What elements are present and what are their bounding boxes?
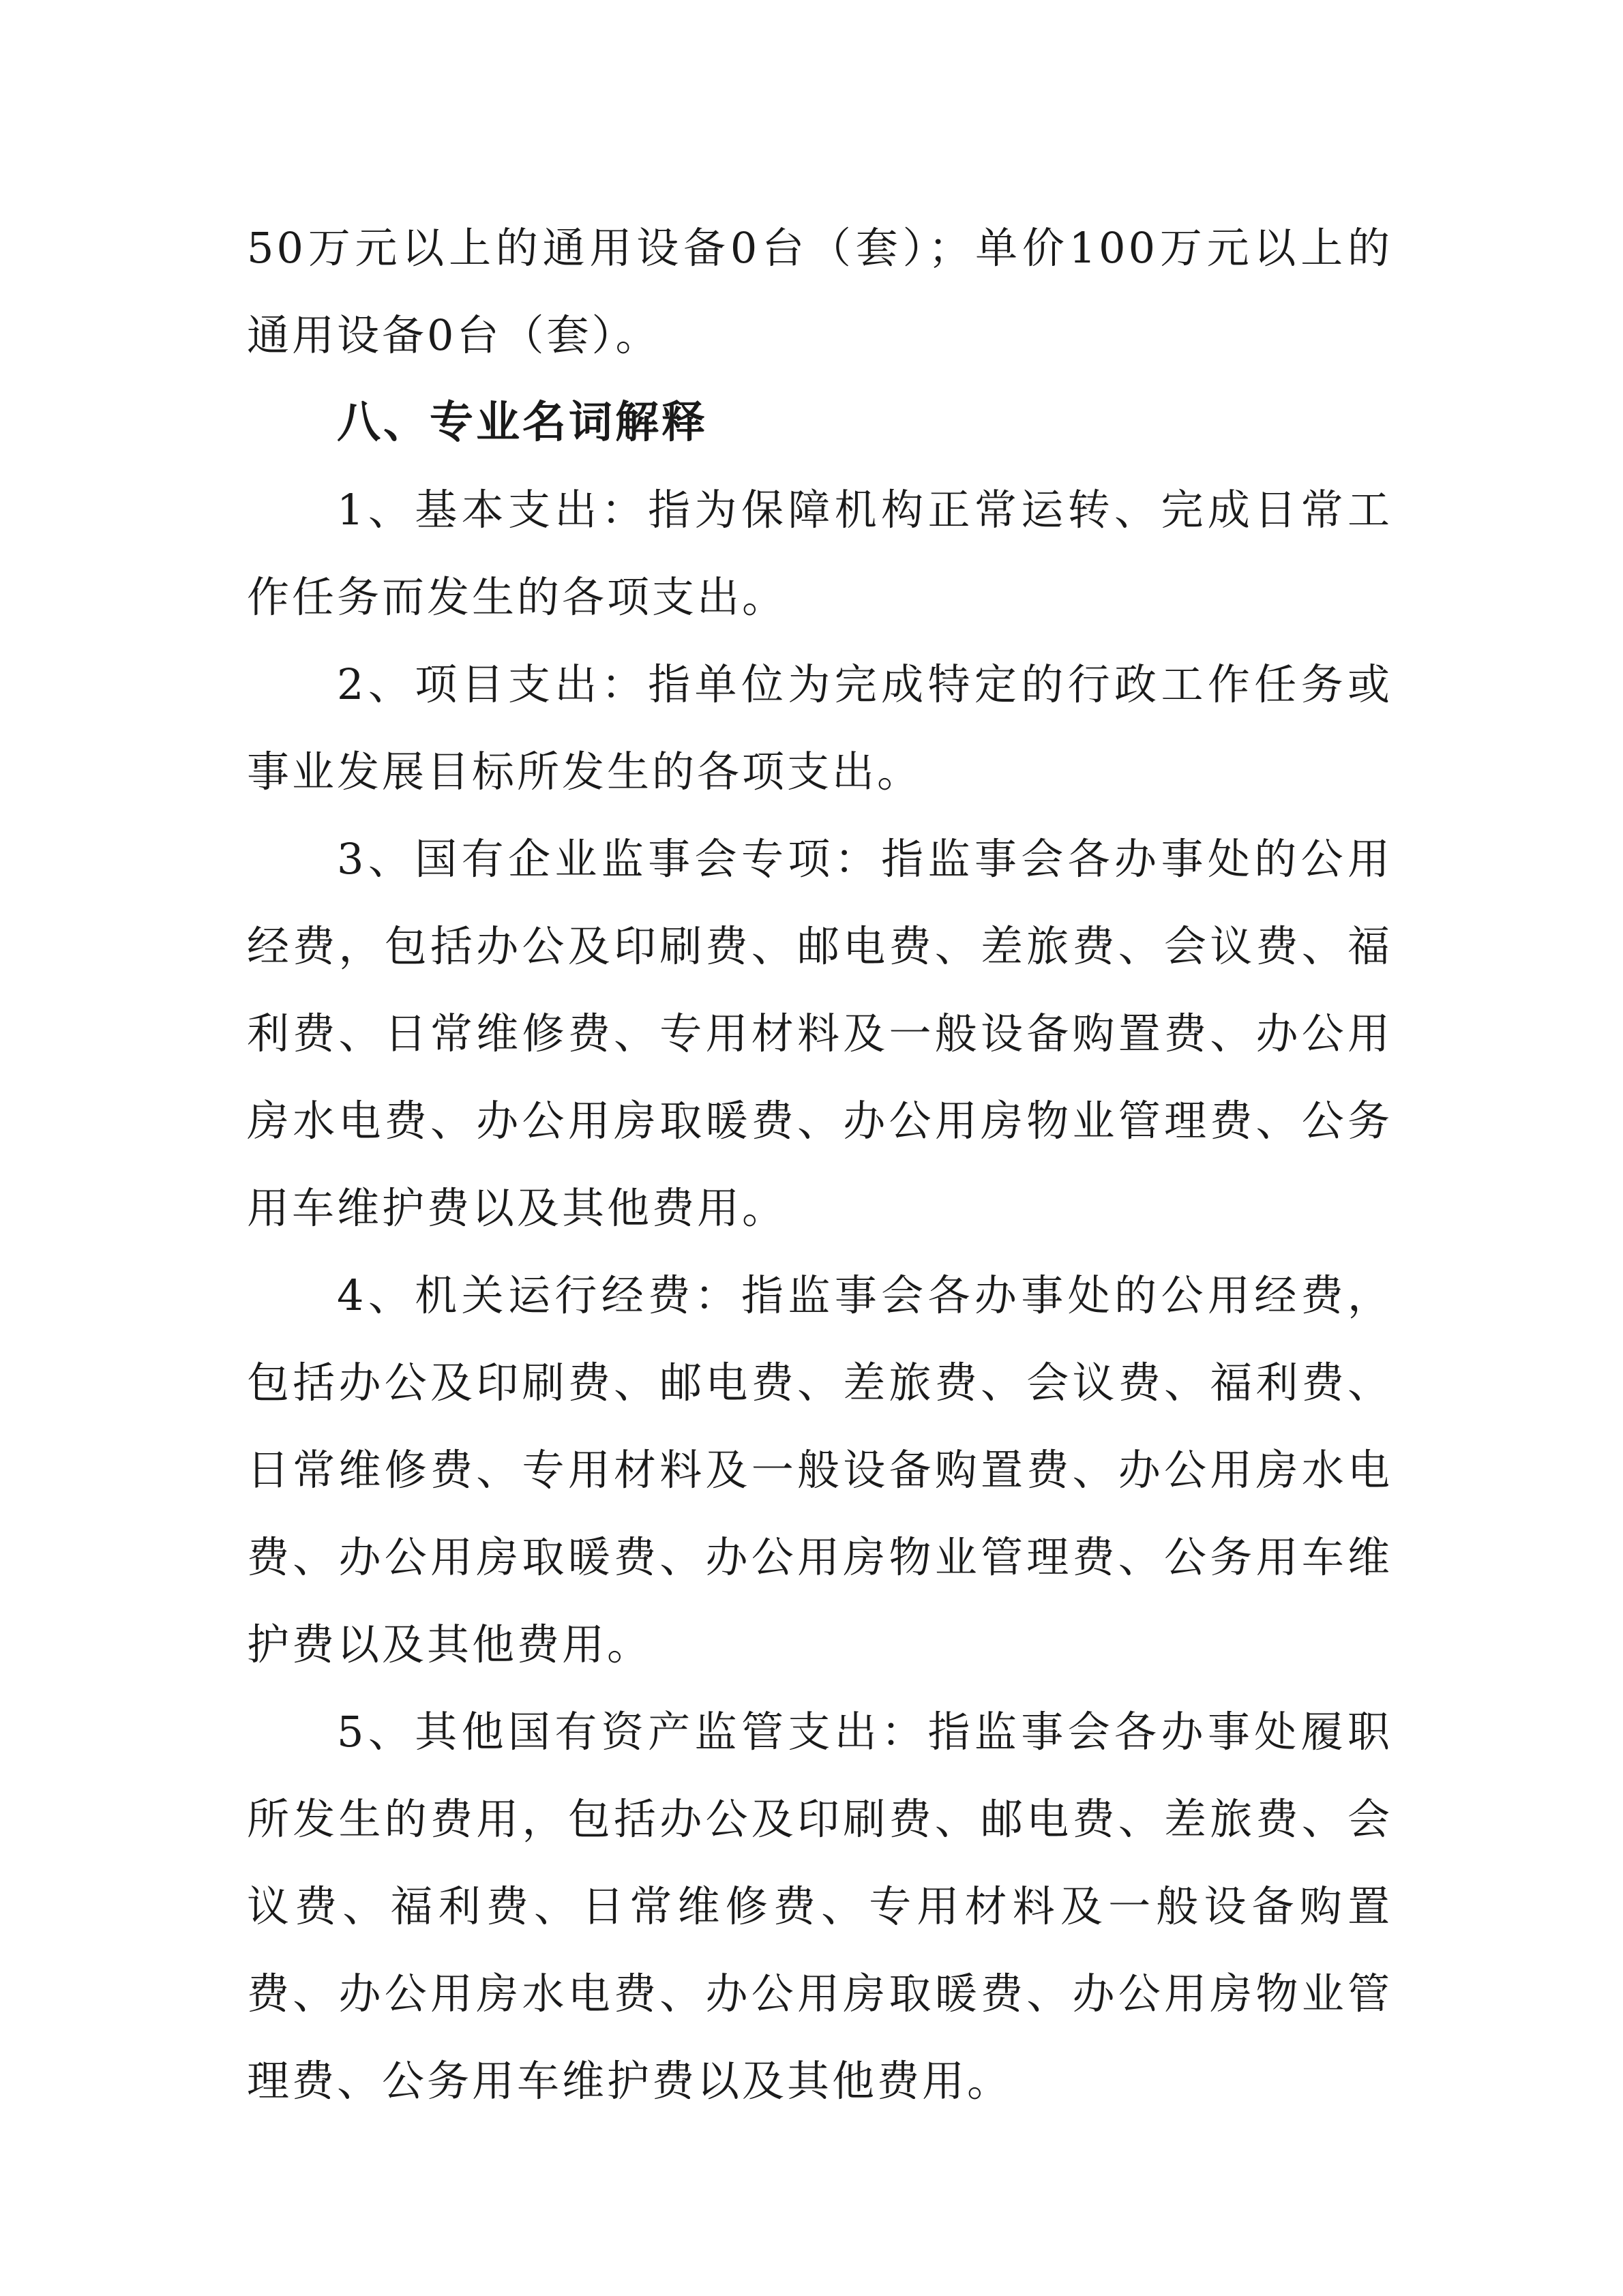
section-heading-terminology: 八、专业名词解释 bbox=[337, 398, 708, 448]
paragraph-basic-expenditure: 1、基本支出：指为保障机构正常运转、完成日常工作任务而发生的各项支出。 bbox=[247, 485, 1393, 622]
paragraph-other-asset-supervision: 5、其他国有资产监管支出：指监事会各办事处履职所发生的费用，包括办公及印刷费、邮电费、差旅费、会议费、福利费、日常维修费、专用材料及一般设备购置费、办公用房水电费、办公用房取暖费、办公用房物业管理费、公务用车维护费以及其他费用。 bbox=[247, 1707, 1393, 2106]
paragraph-equipment-summary: 50万元以上的通用设备0台（套）；单价100万元以上的通用设备0台（套）。 bbox=[247, 223, 1393, 360]
paragraph-agency-operating-costs: 4、机关运行经费：指监事会各办事处的公用经费，包括办公及印刷费、邮电费、差旅费、会议费、福利费、日常维修费、专用材料及一般设备购置费、办公用房水电费、办公用房取暖费、办公用房物业管理费、公务用车维护费以及其他费用。 bbox=[247, 1270, 1393, 1669]
paragraph-project-expenditure: 2、项目支出：指单位为完成特定的行政工作任务或事业发展目标所发生的各项支出。 bbox=[247, 659, 1393, 796]
paragraph-supervisory-board-special: 3、国有企业监事会专项：指监事会各办事处的公用经费，包括办公及印刷费、邮电费、差旅费、会议费、福利费、日常维修费、专用材料及一般设备购置费、办公用房水电费、办公用房取暖费、办公用房物业管理费、公务用车维护费以及其他费用。 bbox=[247, 834, 1393, 1233]
document-page bbox=[247, 205, 1393, 2125]
